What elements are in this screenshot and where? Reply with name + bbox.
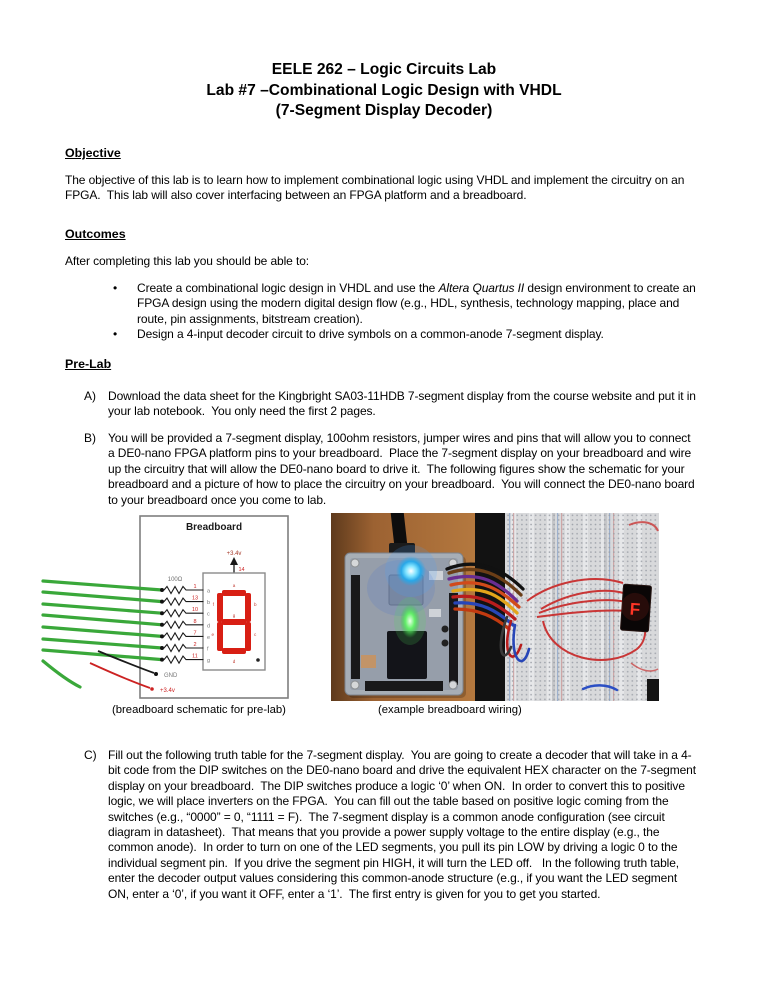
svg-text:g: g bbox=[207, 658, 211, 665]
svg-text:7: 7 bbox=[193, 630, 197, 637]
gnd-dot bbox=[154, 672, 158, 676]
svg-text:e: e bbox=[211, 632, 214, 637]
breadboard-schematic-drawing bbox=[40, 513, 321, 701]
svg-text:d: d bbox=[232, 659, 236, 664]
prelab-item-a-label: A) bbox=[84, 389, 96, 403]
svg-text:e: e bbox=[207, 634, 211, 641]
usb-cable bbox=[397, 513, 401, 547]
heading-prelab: Pre-Lab bbox=[65, 357, 112, 371]
svg-text:11: 11 bbox=[192, 653, 198, 660]
svg-text:10: 10 bbox=[191, 607, 199, 614]
svg-text:c: c bbox=[254, 632, 257, 637]
schematic-caption: (breadboard schematic for pre-lab) bbox=[112, 704, 286, 716]
blue-led bbox=[396, 556, 426, 586]
right-pin-header bbox=[449, 593, 458, 685]
prelab-item-b-text: You will be provided a 7-segment display, 100ohm resistors, jumper wires and pins that will allow you to connect a DE0-nano FPGA platform pins to your breadboard. Place the 7-segment display on your breadboard and wire up the circuitry that will allow the DE0-nano board to drive it. The following figures show the schematic for your breadboard and a picture of how to place the circuitry on your breadboard. You will connect the DE0-nano board to your breadboard once you come to lab. bbox=[108, 431, 698, 507]
gnd-label: GND bbox=[164, 673, 178, 679]
schematic-title: Breadboard bbox=[185, 522, 243, 533]
bullet-marker-1: • bbox=[113, 281, 118, 295]
title-line-2: Lab #7 –Combinational Logic Design with VHDL bbox=[206, 81, 562, 99]
heading-outcomes: Outcomes bbox=[65, 227, 126, 241]
decimal-point-dot bbox=[256, 658, 260, 662]
svg-text:c: c bbox=[207, 611, 210, 618]
push-button bbox=[442, 626, 449, 633]
outcomes-bullet-1 bbox=[137, 281, 705, 327]
bullet-1-text-pre: Create a combinational logic design in VHDL and use the bbox=[137, 281, 439, 295]
title-line-3: (7-Segment Display Decoder) bbox=[275, 102, 493, 120]
vcc-bottom-label: +3.4v bbox=[160, 688, 175, 694]
svg-text:a: a bbox=[207, 588, 211, 595]
prelab-item-c-label: C) bbox=[84, 748, 97, 762]
objective-paragraph: The objective of this lab is to learn how to implement combinational logic using VHDL and implement the circuitry on an FPGA. This lab will also cover interfacing between an FPGA platform and a breadboard. bbox=[65, 173, 688, 203]
resistor-value-label: 100Ω bbox=[167, 577, 183, 583]
svg-text:2: 2 bbox=[193, 642, 197, 648]
prelab-item-b-label: B) bbox=[84, 431, 96, 445]
bullet-1-text-italic: Altera Quartus II bbox=[438, 281, 525, 295]
svg-text:b: b bbox=[207, 600, 211, 607]
bullet-marker-2: • bbox=[113, 327, 118, 341]
vcc-pin-number: 14 bbox=[238, 567, 245, 573]
svg-text:a: a bbox=[232, 583, 236, 588]
svg-text:f: f bbox=[212, 602, 214, 607]
svg-text:b: b bbox=[254, 602, 257, 607]
display-character: F bbox=[629, 599, 641, 620]
svg-text:8: 8 bbox=[193, 618, 197, 625]
bottom-pin-header bbox=[365, 681, 443, 691]
figure-breadboard-schematic bbox=[40, 513, 321, 701]
heading-objective: Objective bbox=[65, 146, 121, 160]
left-pin-header bbox=[351, 575, 360, 679]
green-led-cluster bbox=[400, 604, 420, 638]
bullet-1-text-post: design environment to create an FPGA design using the modern digital design flow (e.g., HDL, synthesis, technology mapping, place and route, pin assignments, bitstream creation). bbox=[137, 281, 699, 326]
black-component bbox=[647, 679, 659, 701]
outcomes-bullet-2: Design a 4-input decoder circuit to drive symbols on a common-anode 7-segment display. bbox=[137, 327, 604, 341]
figure-breadboard-photo bbox=[331, 513, 659, 701]
svg-text:1: 1 bbox=[193, 584, 197, 590]
seven-segment-display bbox=[619, 584, 651, 632]
document-title bbox=[0, 60, 768, 122]
outcomes-intro: After completing this lab you should be able to: bbox=[65, 254, 310, 268]
svg-text:d: d bbox=[207, 623, 211, 630]
prelab-item-c-text: Fill out the following truth table for the 7-segment display. You are going to create a decoder that will take in a 4-bit code from the DIP switches on the DE0-nano board and drive the equivalent HEX character on the 7-segment display on your breadboard. The DIP switches produce a logic ‘0’ when ON. In order to convert this to positive logic, we will place inverters on the FPGA. You can fill out the table based on positive logic coming from the switches (e.g., “0000” = 0, “1111 = F). The 7-segment display is a common anode configuration (see circuit diagram in datasheet). That means that you provide a power supply voltage to the entire display (e.g., the common anode). In order to turn on one of the LED segments, you pull its pin LOW by driving a logic 0 to the individual segment pin. If you drive the segment pin HIGH, it will turn the LED off. In the following truth table, enter the decoder output values considering this common-anode structure (e.g., if you want the LED segment ON, enter a ‘0’, if you want it OFF, enter a ‘1’. The first entry is given for you to get you started. bbox=[108, 748, 700, 901]
push-button bbox=[442, 640, 449, 647]
vcc-top-label: +3.4v bbox=[226, 551, 242, 557]
prelab-item-a-text: Download the data sheet for the Kingbright SA03-11HDB 7-segment display from the course website and put it in your lab notebook. You only need the first 2 pages. bbox=[108, 389, 700, 419]
photo-caption: (example breadboard wiring) bbox=[378, 704, 522, 716]
svg-text:f: f bbox=[207, 646, 209, 653]
vcc-bottom-dot bbox=[150, 687, 154, 691]
svg-text:13: 13 bbox=[191, 595, 199, 602]
title-line-1: EELE 262 – Logic Circuits Lab bbox=[271, 61, 497, 78]
breadboard-photo-image bbox=[331, 513, 659, 701]
svg-text:g: g bbox=[232, 613, 236, 618]
